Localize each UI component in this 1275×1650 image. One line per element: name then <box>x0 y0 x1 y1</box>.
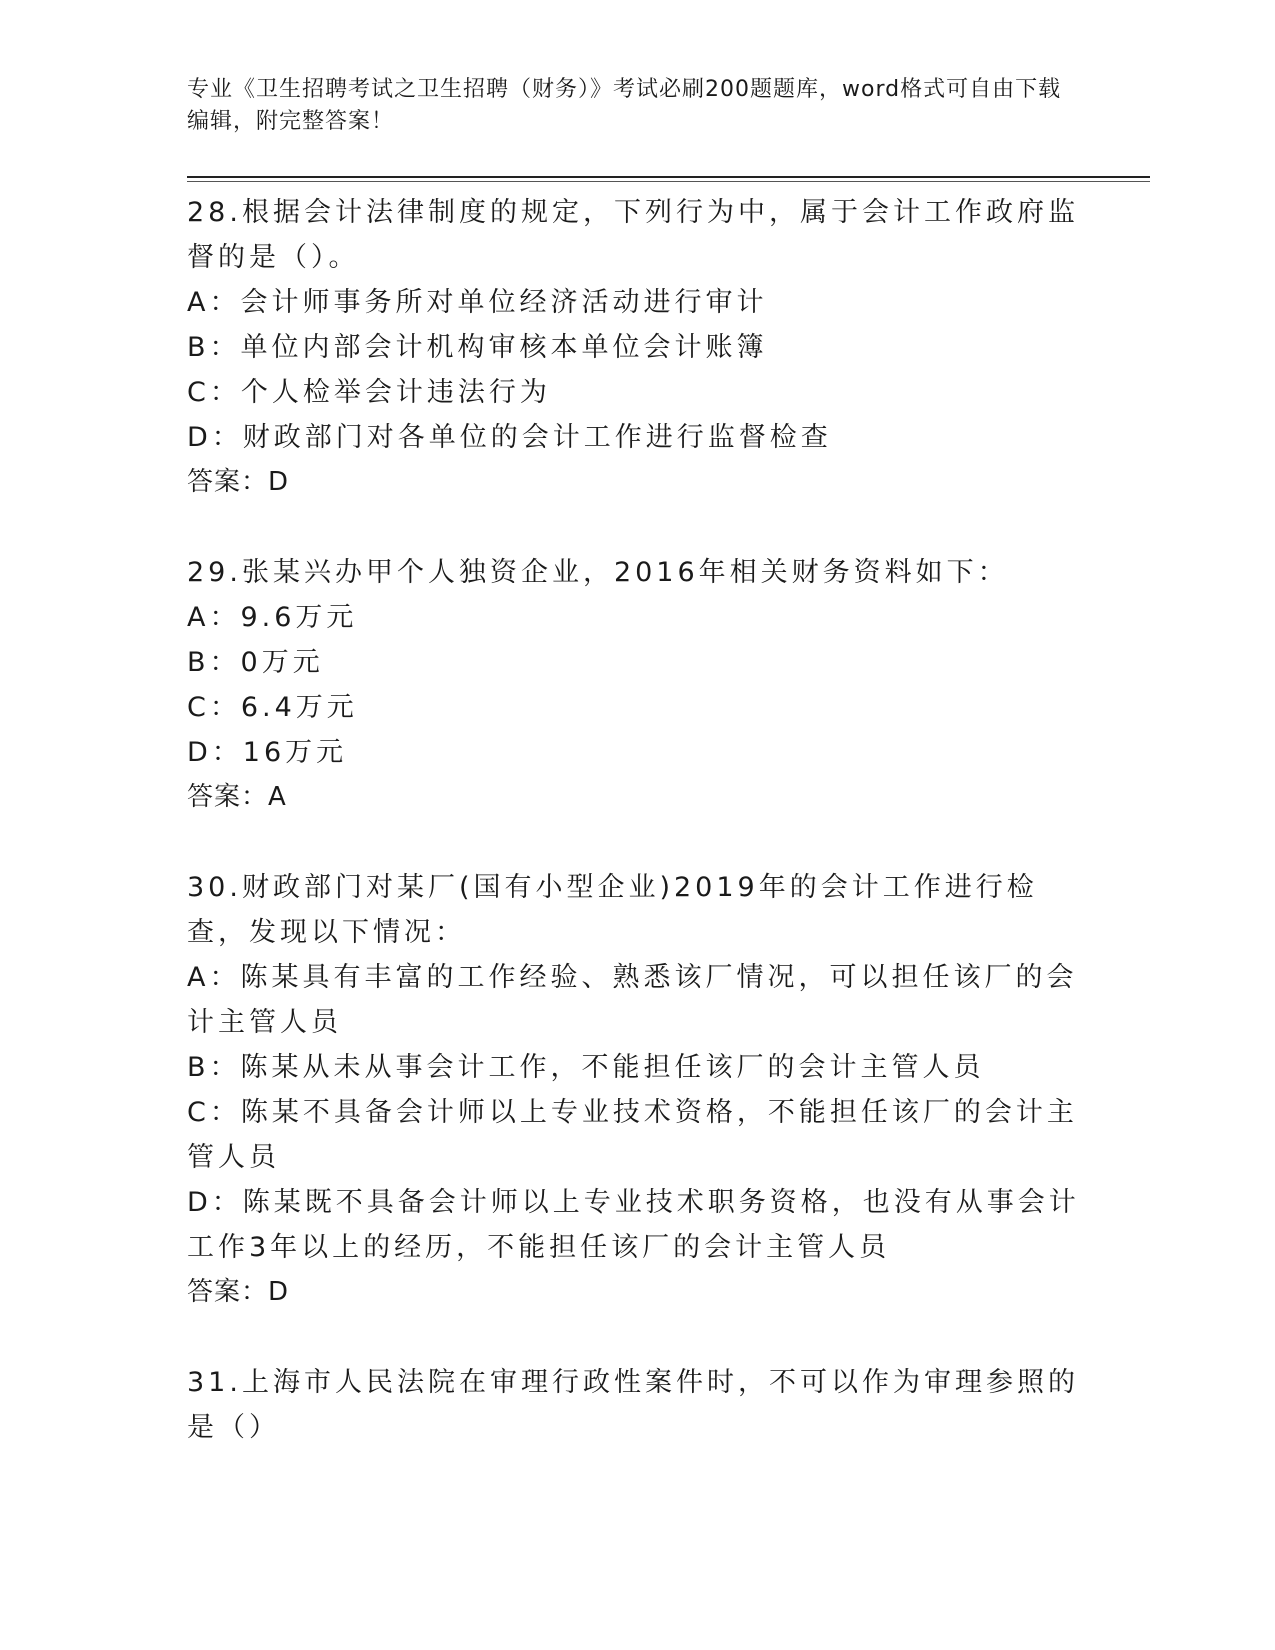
option-c: C：个人检举会计违法行为 <box>187 377 551 408</box>
question-stem: 30.财政部门对某厂(国有小型企业)2019年的会计工作进行检查，发现以下情况： <box>187 872 1038 948</box>
question-30 <box>187 865 1087 1315</box>
answer-value: D <box>268 1277 289 1307</box>
option-c: C：陈某不具备会计师以上专业技术资格，不能担任该厂的会计主管人员 <box>187 1097 1078 1173</box>
question-28 <box>187 190 1087 505</box>
answer-value: A <box>268 782 286 812</box>
answer-label: 答案： <box>187 1277 269 1307</box>
question-29 <box>187 550 1087 820</box>
header-rule-thin <box>187 181 1150 182</box>
option-a: A：会计师事务所对单位经济活动进行审计 <box>187 287 768 318</box>
option-b: B：陈某从未从事会计工作，不能担任该厂的会计主管人员 <box>187 1052 985 1083</box>
option-a: A：陈某具有丰富的工作经验、熟悉该厂情况，可以担任该厂的会计主管人员 <box>187 962 1078 1038</box>
question-stem: 29.张某兴办甲个人独资企业，2016年相关财务资料如下： <box>187 557 1009 588</box>
answer-label: 答案： <box>187 782 269 812</box>
option-c: C：6.4万元 <box>187 692 358 723</box>
option-b: B：0万元 <box>187 647 324 678</box>
answer-line <box>187 1270 1087 1315</box>
question-31 <box>187 1360 1087 1450</box>
answer-line <box>187 775 1087 820</box>
answer-label: 答案： <box>187 467 269 497</box>
option-b: B：单位内部会计机构审核本单位会计账簿 <box>187 332 768 363</box>
option-d: D：16万元 <box>187 737 348 768</box>
option-a: A：9.6万元 <box>187 602 358 633</box>
question-stem: 31.上海市人民法院在审理行政性案件时，不可以作为审理参照的是（） <box>187 1367 1079 1443</box>
answer-line <box>187 460 1087 505</box>
question-list <box>187 190 1087 1495</box>
question-stem: 28.根据会计法律制度的规定，下列行为中，属于会计工作政府监督的是（）。 <box>187 197 1079 273</box>
answer-value: D <box>268 467 289 497</box>
header-rule-thick <box>187 176 1150 178</box>
header-title: 专业《卫生招聘考试之卫生招聘（财务）》考试必刷200题题库，word格式可自由下载编辑，附完整答案！ <box>187 77 1062 134</box>
option-d: D：陈某既不具备会计师以上专业技术职务资格，也没有从事会计工作3年以上的经历，不能担任该厂的会计主管人员 <box>187 1187 1080 1263</box>
option-d: D：财政部门对各单位的会计工作进行监督检查 <box>187 422 832 453</box>
